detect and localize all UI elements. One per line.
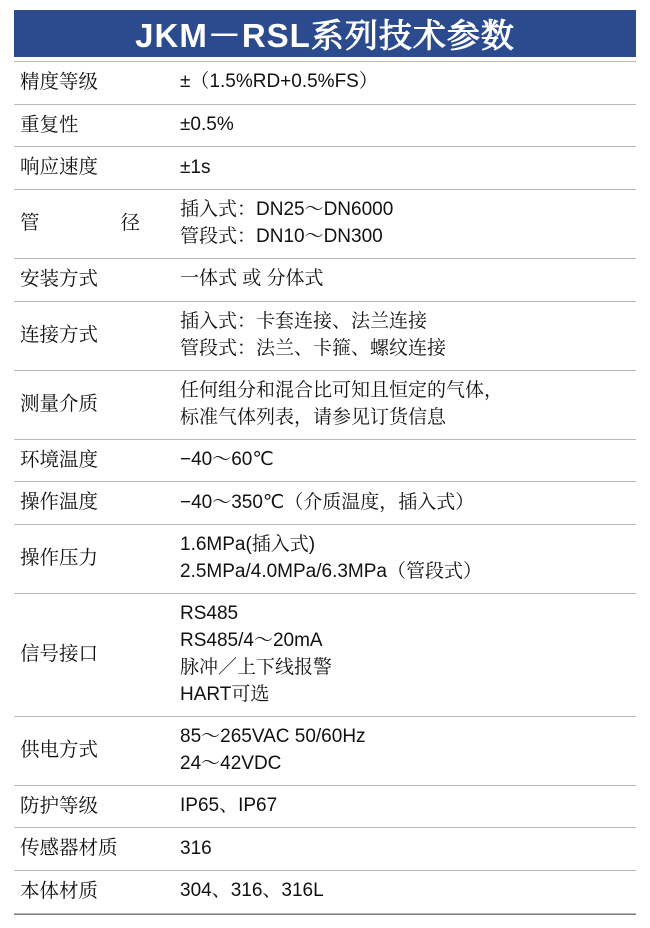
spec-value [170,828,636,871]
spec-label [14,524,170,593]
table-row [14,259,636,302]
spec-value-line: HART可选 [180,683,270,705]
spec-label-text: 连接方式 [20,323,99,346]
spec-value-line: RS485 [180,602,239,624]
spec-label-text: 安装方式 [20,268,99,290]
spec-value-line: 1.6MPa(插入式) [180,533,316,555]
table-row [14,828,636,871]
spec-label-text: 重复性 [20,113,79,136]
spec-value-line: 一体式 或 分体式 [180,268,324,290]
spec-value [170,104,636,147]
spec-value-line: 标准气体列表，请参见订货信息 [180,406,447,428]
spec-label [14,716,170,785]
spec-value-line: 24～42VDC [180,752,282,774]
spec-value [170,147,636,190]
spec-label [14,147,170,190]
table-row [14,482,636,525]
spec-value [170,871,636,914]
table-row [14,439,636,482]
spec-label [14,785,170,828]
table-row [14,147,636,190]
spec-label-text: 传感器材质 [20,837,118,860]
table-row [14,871,636,914]
table-body [14,62,636,914]
specifications-table [14,61,636,914]
spec-label-text: 管 径 [20,212,140,235]
spec-label-text: 防护等级 [20,794,99,817]
spec-value-line: 任何组分和混合比可知且恒定的气体， [180,379,504,401]
spec-label [14,439,170,482]
spec-value-line: 85～265VAC 50/60Hz [180,725,366,747]
spec-value [170,593,636,716]
spec-value [170,785,636,828]
spec-label-text: 操作温度 [20,491,99,514]
spec-label [14,190,170,259]
spec-label-text: 操作压力 [20,547,99,570]
table-row [14,62,636,105]
spec-value-line: 2.5MPa/4.0MPa/6.3MPa（管段式） [180,560,482,582]
spec-label-text: 测量介质 [20,392,99,415]
spec-value-line: 316 [180,837,212,859]
spec-value-line: 插入式：DN25～DN6000 [180,199,394,221]
spec-value-line: RS485/4～20mA [180,629,323,651]
spec-label [14,62,170,105]
spec-label [14,593,170,716]
page-title: JKM－RSL系列技术参数 [135,17,515,54]
spec-value [170,524,636,593]
spec-label-text: 供电方式 [20,738,99,761]
spec-value-line: IP65、IP67 [180,795,278,817]
spec-label [14,301,170,370]
spec-value [170,482,636,525]
spec-value-line: 管段式：法兰、卡箍、螺纹连接 [180,337,447,359]
spec-label-text: 响应速度 [20,156,99,179]
spec-value-line: 304、316、316L [180,880,324,902]
spec-label-text: 精度等级 [20,71,99,93]
spec-value-line: 脉冲／上下线报警 [180,656,333,678]
spec-value-line: ±0.5% [180,114,234,136]
title-bar [14,10,636,57]
spec-value [170,62,636,105]
spec-value-line: −40～350℃（介质温度，插入式） [180,491,475,513]
table-row [14,524,636,593]
spec-label [14,828,170,871]
spec-value-line: ±（1.5%RD+0.5%FS） [180,71,378,93]
table-row [14,301,636,370]
spec-label [14,370,170,439]
spec-value-line: 管段式：DN10～DN300 [180,226,383,248]
spec-label [14,259,170,302]
table-row [14,785,636,828]
table-row [14,190,636,259]
table-row [14,104,636,147]
spec-value-line: ±1s [180,156,211,178]
spec-value [170,370,636,439]
spec-label-text: 环境温度 [20,448,99,471]
spec-value [170,716,636,785]
spec-label [14,482,170,525]
spec-label [14,871,170,914]
table-row [14,593,636,716]
spec-label-text: 本体材质 [20,880,99,903]
spec-value [170,439,636,482]
spec-label [14,104,170,147]
table-row [14,716,636,785]
spec-value-line: 插入式：卡套连接、法兰连接 [180,310,428,332]
spec-value [170,301,636,370]
spec-value [170,190,636,259]
spec-label-text: 信号接口 [20,642,99,665]
spec-value-line: −40～60℃ [180,448,274,470]
table-row [14,370,636,439]
spec-value [170,259,636,302]
